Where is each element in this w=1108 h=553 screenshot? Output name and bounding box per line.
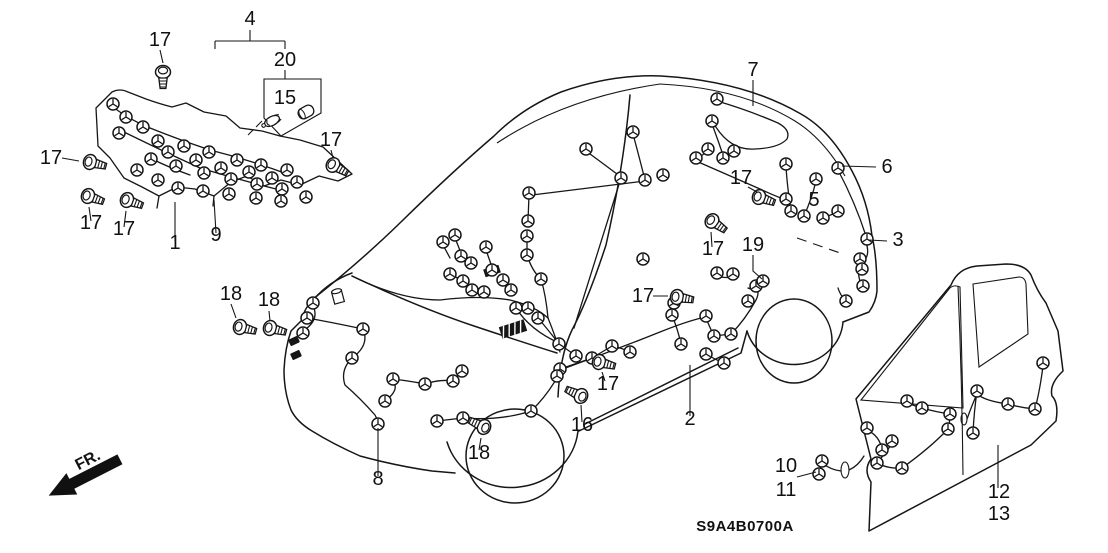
callout-label: 17 [596, 373, 620, 395]
door-harness [822, 366, 1043, 471]
callout-label: 15 [273, 87, 297, 109]
cylinder-connector-icon [331, 288, 344, 304]
bulb-icon [260, 113, 282, 130]
callout-label: 18 [467, 442, 491, 464]
fr-label: FR. [72, 447, 104, 474]
callout-label: 4 [244, 8, 256, 30]
front-door-window [861, 286, 963, 408]
callout-label: 9 [210, 224, 222, 246]
callout-label: 18 [257, 289, 281, 311]
callout-label: 5 [808, 189, 820, 211]
callout-label: 17 [701, 238, 725, 260]
dark-connector-icon [290, 350, 302, 361]
callout-label: 17 [729, 167, 753, 189]
callout-label: 2 [684, 408, 696, 430]
callout-label: 19 [741, 234, 765, 256]
bulb-kit-dashes [248, 121, 262, 135]
callout-label: 17 [148, 29, 172, 51]
junction-block-icon [499, 319, 527, 338]
ip-harness-outline [96, 90, 352, 196]
callout-label: 20 [273, 49, 297, 71]
rear-door-window [973, 277, 1028, 367]
front-door-harness [849, 403, 950, 470]
callout-label: 17 [112, 218, 136, 240]
callout-label: 6 [881, 156, 893, 178]
callout-label: 1 [169, 232, 181, 254]
callout-label: 7 [747, 59, 759, 81]
door-grommet [841, 462, 849, 478]
callout-label: 12 [987, 481, 1011, 503]
callout-label: 18 [219, 283, 243, 305]
diagram-code-label: S9A4B0700A [696, 518, 794, 535]
cabin-harness [288, 101, 868, 421]
rear-wheel [756, 299, 832, 383]
car-body-outline [284, 76, 877, 503]
callout-label: 17 [79, 212, 103, 234]
callout-label: 16 [570, 414, 594, 436]
callout-label: 17 [39, 147, 63, 169]
callout-label: 17 [631, 285, 655, 307]
callout-label: 8 [372, 468, 384, 490]
callout-label: 17 [319, 129, 343, 151]
long-diagonal-wires [532, 134, 645, 328]
fr-arrow [39, 440, 126, 507]
ip-harness [96, 79, 352, 208]
callout-label: 10 [774, 455, 798, 477]
door-group-outline [856, 264, 1063, 531]
callout-label: 13 [987, 503, 1011, 525]
callout-label: 3 [892, 229, 904, 251]
hidden-edge-dashed-line [797, 238, 843, 254]
callout-label: 11 [775, 479, 797, 501]
